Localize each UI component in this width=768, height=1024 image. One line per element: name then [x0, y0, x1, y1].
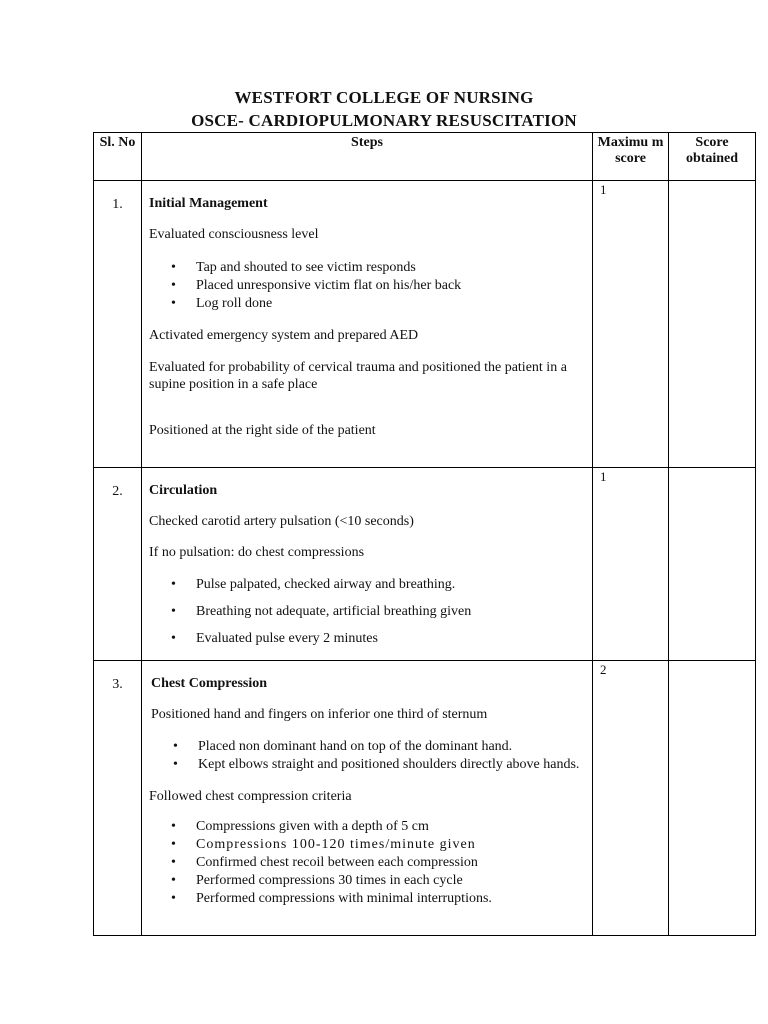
- header-row: [94, 133, 756, 181]
- max-score-cell: [593, 181, 669, 468]
- step-text: Evaluated consciousness level: [149, 227, 319, 242]
- steps-cell: [142, 468, 593, 661]
- steps-cell: [142, 181, 593, 468]
- header-sl-no: Sl. No: [94, 133, 142, 181]
- score-obtained-cell[interactable]: [669, 181, 756, 468]
- step-text: Positioned hand and fingers on inferior one third of sternum: [151, 707, 488, 722]
- max-score-value: 2: [600, 662, 607, 677]
- row-number-cell: [94, 661, 142, 936]
- table-row: [94, 661, 756, 936]
- table-row: [94, 468, 756, 661]
- list-item: • Performed compressions 30 times in each cycle: [149, 872, 588, 890]
- row-number-cell: [94, 181, 142, 468]
- list-item: • Confirmed chest recoil between each compression: [149, 854, 588, 872]
- list-item: • Compressions 100-120 times/minute given: [149, 836, 588, 854]
- list-item: • Performed compressions with minimal interruptions.: [149, 890, 588, 908]
- score-obtained-cell[interactable]: [669, 468, 756, 661]
- exam-title: OSCE- CARDIOPULMONARY RESUSCITATION: [191, 111, 577, 130]
- list-item: • Evaluated pulse every 2 minutes: [149, 630, 588, 648]
- step-list: [149, 576, 588, 648]
- step-text: Evaluated for probability of cervical trauma and positioned the patient in a supine position in a safe place: [149, 360, 567, 392]
- header-score-obtained: Score obtained: [669, 133, 756, 181]
- list-item: • Tap and shouted to see victim responds: [149, 259, 588, 277]
- section-title: Initial Management: [149, 196, 268, 211]
- list-item: • Log roll done: [149, 295, 588, 313]
- score-obtained-cell[interactable]: [669, 661, 756, 936]
- header-steps: Steps: [142, 133, 593, 181]
- institution-title: WESTFORT COLLEGE OF NURSING: [234, 88, 534, 107]
- row-number: 1.: [112, 197, 123, 212]
- step-text: Followed chest compression criteria: [149, 789, 352, 804]
- step-list: [149, 818, 588, 908]
- max-score-cell: [593, 661, 669, 936]
- list-item: • Breathing not adequate, artificial breathing given: [149, 603, 588, 621]
- list-item: • Kept elbows straight and positioned shoulders directly above hands.: [151, 756, 588, 774]
- step-text: Checked carotid artery pulsation (<10 seconds): [149, 514, 414, 529]
- section-title: Circulation: [149, 483, 218, 498]
- steps-cell: [142, 661, 593, 936]
- max-score-cell: [593, 468, 669, 661]
- step-text: Activated emergency system and prepared AED: [149, 328, 419, 343]
- max-score-value: 1: [600, 469, 607, 484]
- section-title: Chest Compression: [151, 676, 268, 691]
- osce-checklist-table: [93, 132, 756, 936]
- step-text: If no pulsation: do chest compressions: [149, 545, 365, 560]
- list-item: • Placed non dominant hand on top of the dominant hand.: [151, 738, 588, 756]
- row-number: 3.: [112, 677, 123, 692]
- list-item: • Compressions given with a depth of 5 cm: [149, 818, 588, 836]
- step-text: Positioned at the right side of the patient: [149, 423, 376, 438]
- row-number-cell: [94, 468, 142, 661]
- max-score-value: 1: [600, 182, 607, 197]
- list-item: • Pulse palpated, checked airway and breathing.: [149, 576, 588, 594]
- list-item: • Placed unresponsive victim flat on his/her back: [149, 277, 588, 295]
- header-max-score: Maximu m score: [593, 133, 669, 181]
- step-list: [149, 259, 588, 313]
- step-list: [149, 738, 588, 774]
- table-row: [94, 181, 756, 468]
- row-number: 2.: [112, 484, 123, 499]
